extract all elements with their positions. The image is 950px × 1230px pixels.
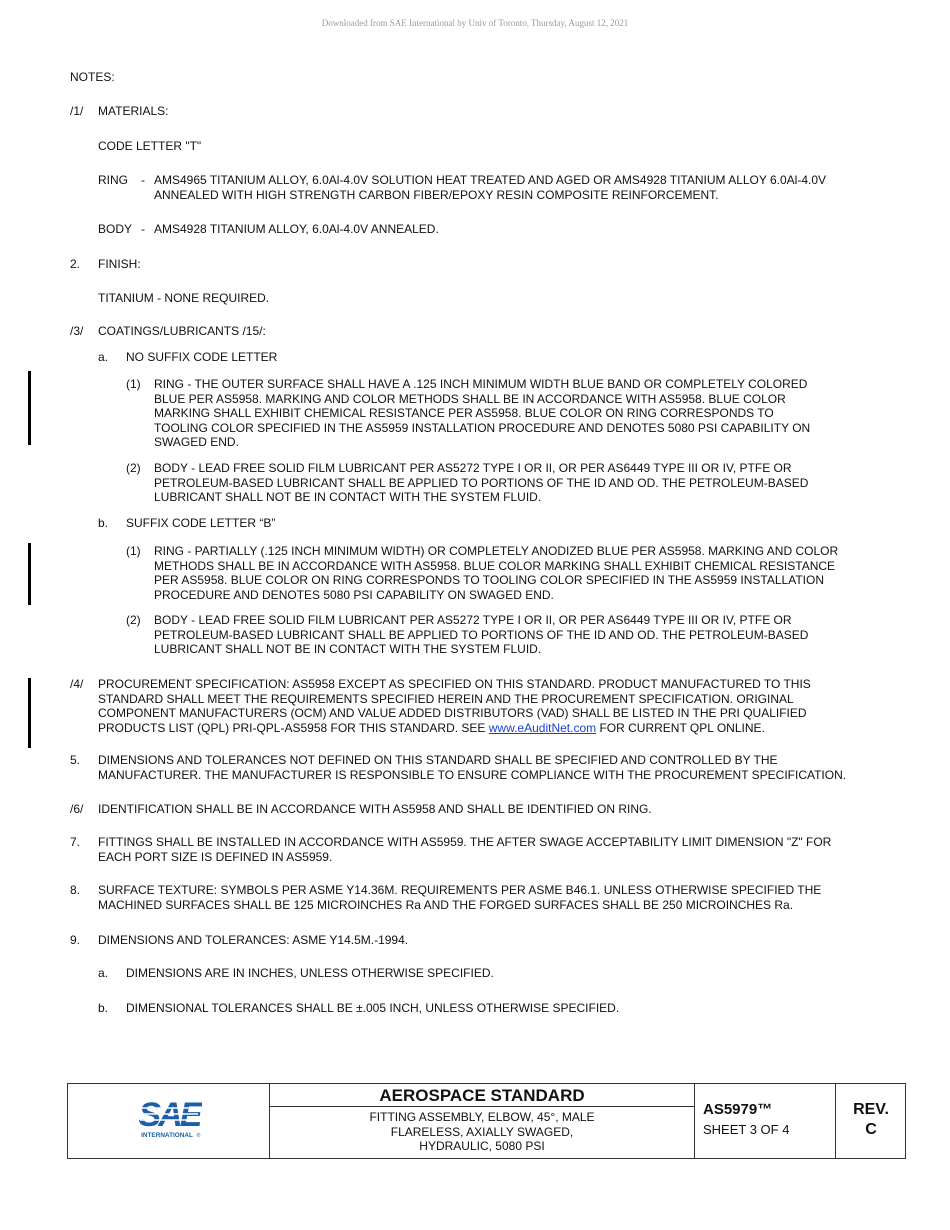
title-block — [67, 1083, 906, 1159]
paragraph-line — [98, 721, 765, 736]
sub-label: b. — [98, 516, 109, 530]
paragraph-line: BLUE PER AS5958. MARKING AND COLOR METHODS SHALL BE IN ACCORDANCE WITH AS5958. BLUE COLOR — [154, 391, 786, 406]
paragraph-line: PROCUREMENT SPECIFICATION: AS5958 EXCEPT AS SPECIFIED ON THIS STANDARD. PRODUCT MANUFACTURED TO THIS — [98, 677, 811, 691]
paragraph-line: EACH PORT SIZE IS DEFINED IN AS5959. — [98, 849, 333, 864]
logo-text: SAE — [138, 1096, 200, 1134]
paragraph-line: MACHINED SURFACES SHALL BE 125 MICROINCHES Ra AND THE FORGED SURFACES SHALL BE 250 MICROINCHES Ra. — [98, 897, 794, 912]
ring-material-line: ANNEALED WITH HIGH STRENGTH CARBON FIBER/EPOXY RESIN COMPOSITE REINFORCEMENT. — [154, 188, 719, 202]
paragraph-line: PETROLEUM-BASED LUBRICANT SHALL BE APPLIED TO PORTIONS OF THE ID AND OD. THE PETROLEUM-BASED — [154, 627, 809, 642]
item-number: (1) — [126, 377, 141, 391]
paragraph-line: TOOLING COLOR SPECIFIED IN THE AS5959 INSTALLATION PROCEDURE AND DENOTES 5080 PSI CAPABILITY ON — [154, 420, 811, 435]
revision-bar — [28, 678, 31, 748]
logo-subtext: INTERNATIONAL — [141, 1132, 193, 1139]
note-number: 8. — [70, 883, 81, 897]
rev-text: REV. — [853, 1101, 889, 1118]
text-span: FOR CURRENT QPL ONLINE. — [596, 720, 765, 735]
paragraph-line: LUBRICANT SHALL NOT BE IN CONTACT WITH THE SYSTEM FLUID. — [154, 490, 542, 504]
sub-label: a. — [98, 966, 109, 980]
paragraph-line: BODY - LEAD FREE SOLID FILM LUBRICANT PER AS5272 TYPE I OR II, OR PER AS6449 TYPE III OR IV, PTFE OR — [154, 461, 792, 475]
paragraph-line: IDENTIFICATION SHALL BE IN ACCORDANCE WITH AS5958 AND SHALL BE IDENTIFIED ON RING. — [98, 802, 652, 816]
paragraph-line: MARKING SHALL EXHIBIT CHEMICAL RESISTANCE PER AS5958. BLUE COLOR ON RING CORRESPONDS TO — [154, 406, 774, 420]
rev-value: C — [865, 1121, 877, 1138]
standard-title: AEROSPACE STANDARD — [270, 1084, 694, 1107]
paragraph-line: RING - THE OUTER SURFACE SHALL HAVE A .125 INCH MINIMUM WIDTH BLUE BAND OR COMPLETELY COLORED — [154, 377, 808, 391]
paragraph-line: DIMENSIONAL TOLERANCES SHALL BE ±.005 INCH, UNLESS OTHERWISE SPECIFIED. — [126, 1001, 620, 1015]
paragraph-line: BODY - LEAD FREE SOLID FILM LUBRICANT PER AS5272 TYPE I OR II, OR PER AS6449 TYPE III OR IV, PTFE OR — [154, 613, 792, 627]
finish-text: TITANIUM - NONE REQUIRED. — [98, 291, 270, 305]
paragraph-line: RING - PARTIALLY (.125 INCH MINIMUM WIDTH) OR COMPLETELY ANODIZED BLUE PER AS5958. MARKING AND COLOR — [154, 544, 839, 558]
note-number: 9. — [70, 933, 81, 947]
note-number: 7. — [70, 835, 81, 849]
item-number: (2) — [126, 613, 141, 627]
sae-logo-icon — [136, 1094, 202, 1140]
paragraph-line: PROCEDURE AND DENOTES 5080 PSI CAPABILITY ON SWAGED END. — [154, 587, 554, 602]
paragraph-line: MANUFACTURER. THE MANUFACTURER IS RESPONSIBLE TO ENSURE COMPLIANCE WITH THE PROCUREMENT SPECIFICATION. — [98, 767, 847, 782]
item-number: (1) — [126, 544, 141, 558]
notes-heading: NOTES: — [70, 70, 115, 84]
document-cell — [695, 1084, 836, 1158]
revision-bar — [28, 371, 31, 445]
logo-registered-mark: ® — [196, 1133, 201, 1139]
sub-label: b. — [98, 1001, 109, 1015]
revision-label — [836, 1100, 906, 1140]
paragraph-line: METHODS SHALL BE IN ACCORDANCE WITH AS5958. BLUE COLOR MARKING SHALL EXHIBIT CHEMICAL RESISTANCE — [154, 558, 836, 573]
note-title: MATERIALS: — [98, 104, 169, 118]
paragraph-line: SWAGED END. — [154, 435, 239, 449]
sheet-number: SHEET 3 OF 4 — [703, 1122, 790, 1137]
paragraph-line: DIMENSIONS ARE IN INCHES, UNLESS OTHERWISE SPECIFIED. — [126, 966, 494, 980]
revision-bar — [28, 543, 31, 605]
paragraph-line: COMPONENT MANUFACTURERS (OCM) AND VALUE ADDED DISTRIBUTORS (VAD) SHALL BE LISTED IN THE PRI QUALIFIED — [98, 706, 807, 720]
note-number: /3/ — [70, 324, 84, 338]
download-watermark: Downloaded from SAE International by Univ of Toronto, Thursday, August 12, 2021 — [321, 18, 629, 28]
dash: - — [141, 173, 145, 187]
paragraph-line: PER AS5958. BLUE COLOR ON RING CORRESPONDS TO TOOLING COLOR SPECIFIED IN THE AS5959 INSTALLATION — [154, 573, 824, 587]
sub-label: a. — [98, 350, 109, 364]
sub-title: SUFFIX CODE LETTER “B” — [126, 516, 276, 530]
paragraph-line: FITTINGS SHALL BE INSTALLED IN ACCORDANCE WITH AS5959. THE AFTER SWAGE ACCEPTABILITY LIMIT DIMENSION "Z" FOR — [98, 835, 832, 849]
eauditnet-link[interactable]: www.eAuditNet.com — [488, 720, 597, 735]
note-title: FINISH: — [98, 257, 141, 271]
paragraph-line: LUBRICANT SHALL NOT BE IN CONTACT WITH THE SYSTEM FLUID. — [154, 642, 542, 656]
paragraph-line: DIMENSIONS AND TOLERANCES: ASME Y14.5M.-1994. — [98, 933, 409, 947]
standard-subtitle — [270, 1110, 694, 1154]
code-letter: CODE LETTER "T" — [98, 139, 202, 153]
revision-cell — [836, 1084, 906, 1158]
note-title: COATINGS/LUBRICANTS /15/: — [98, 324, 266, 338]
logo-cell — [68, 1084, 270, 1158]
dash: - — [141, 222, 145, 236]
note-number: /4/ — [70, 677, 84, 691]
note-number: 5. — [70, 753, 81, 767]
paragraph-line: DIMENSIONS AND TOLERANCES NOT DEFINED ON THIS STANDARD SHALL BE SPECIFIED AND CONTROLLED BY THE — [98, 753, 778, 767]
ring-label: RING — [98, 173, 128, 187]
sub-title: NO SUFFIX CODE LETTER — [126, 350, 278, 364]
paragraph-line: SURFACE TEXTURE: SYMBOLS PER ASME Y14.36M. REQUIREMENTS PER ASME B46.1. UNLESS OTHERWISE SPECIFIED THE — [98, 883, 822, 897]
item-number: (2) — [126, 461, 141, 475]
subtitle-line: HYDRAULIC, 5080 PSI — [419, 1139, 545, 1153]
body-label: BODY — [98, 222, 133, 236]
body-material: AMS4928 TITANIUM ALLOY, 6.0Al-4.0V ANNEALED. — [154, 222, 439, 236]
paragraph-line: STANDARD SHALL MEET THE REQUIREMENTS SPECIFIED HEREIN AND THE PROCUREMENT SPECIFICATION. ORIGINAL — [98, 691, 794, 706]
title-cell — [270, 1084, 695, 1158]
note-number: /1/ — [70, 104, 84, 118]
ring-material-line: AMS4965 TITANIUM ALLOY, 6.0Al-4.0V SOLUTION HEAT TREATED AND AGED OR AMS4928 TITANIUM ALLOY 6.0Al-4.0V — [154, 173, 827, 187]
subtitle-line: FLARELESS, AXIALLY SWAGED, — [390, 1124, 574, 1139]
text-span: PRODUCTS LIST (QPL) PRI-QPL-AS5958 FOR THIS STANDARD. SEE — [98, 720, 489, 735]
document-number: AS5979™ — [703, 1101, 773, 1118]
subtitle-line: FITTING ASSEMBLY, ELBOW, 45°, MALE — [369, 1110, 595, 1124]
note-number: /6/ — [70, 802, 84, 816]
paragraph-line: PETROLEUM-BASED LUBRICANT SHALL BE APPLIED TO PORTIONS OF THE ID AND OD. THE PETROLEUM-BASED — [154, 475, 809, 490]
note-number: 2. — [70, 257, 81, 271]
